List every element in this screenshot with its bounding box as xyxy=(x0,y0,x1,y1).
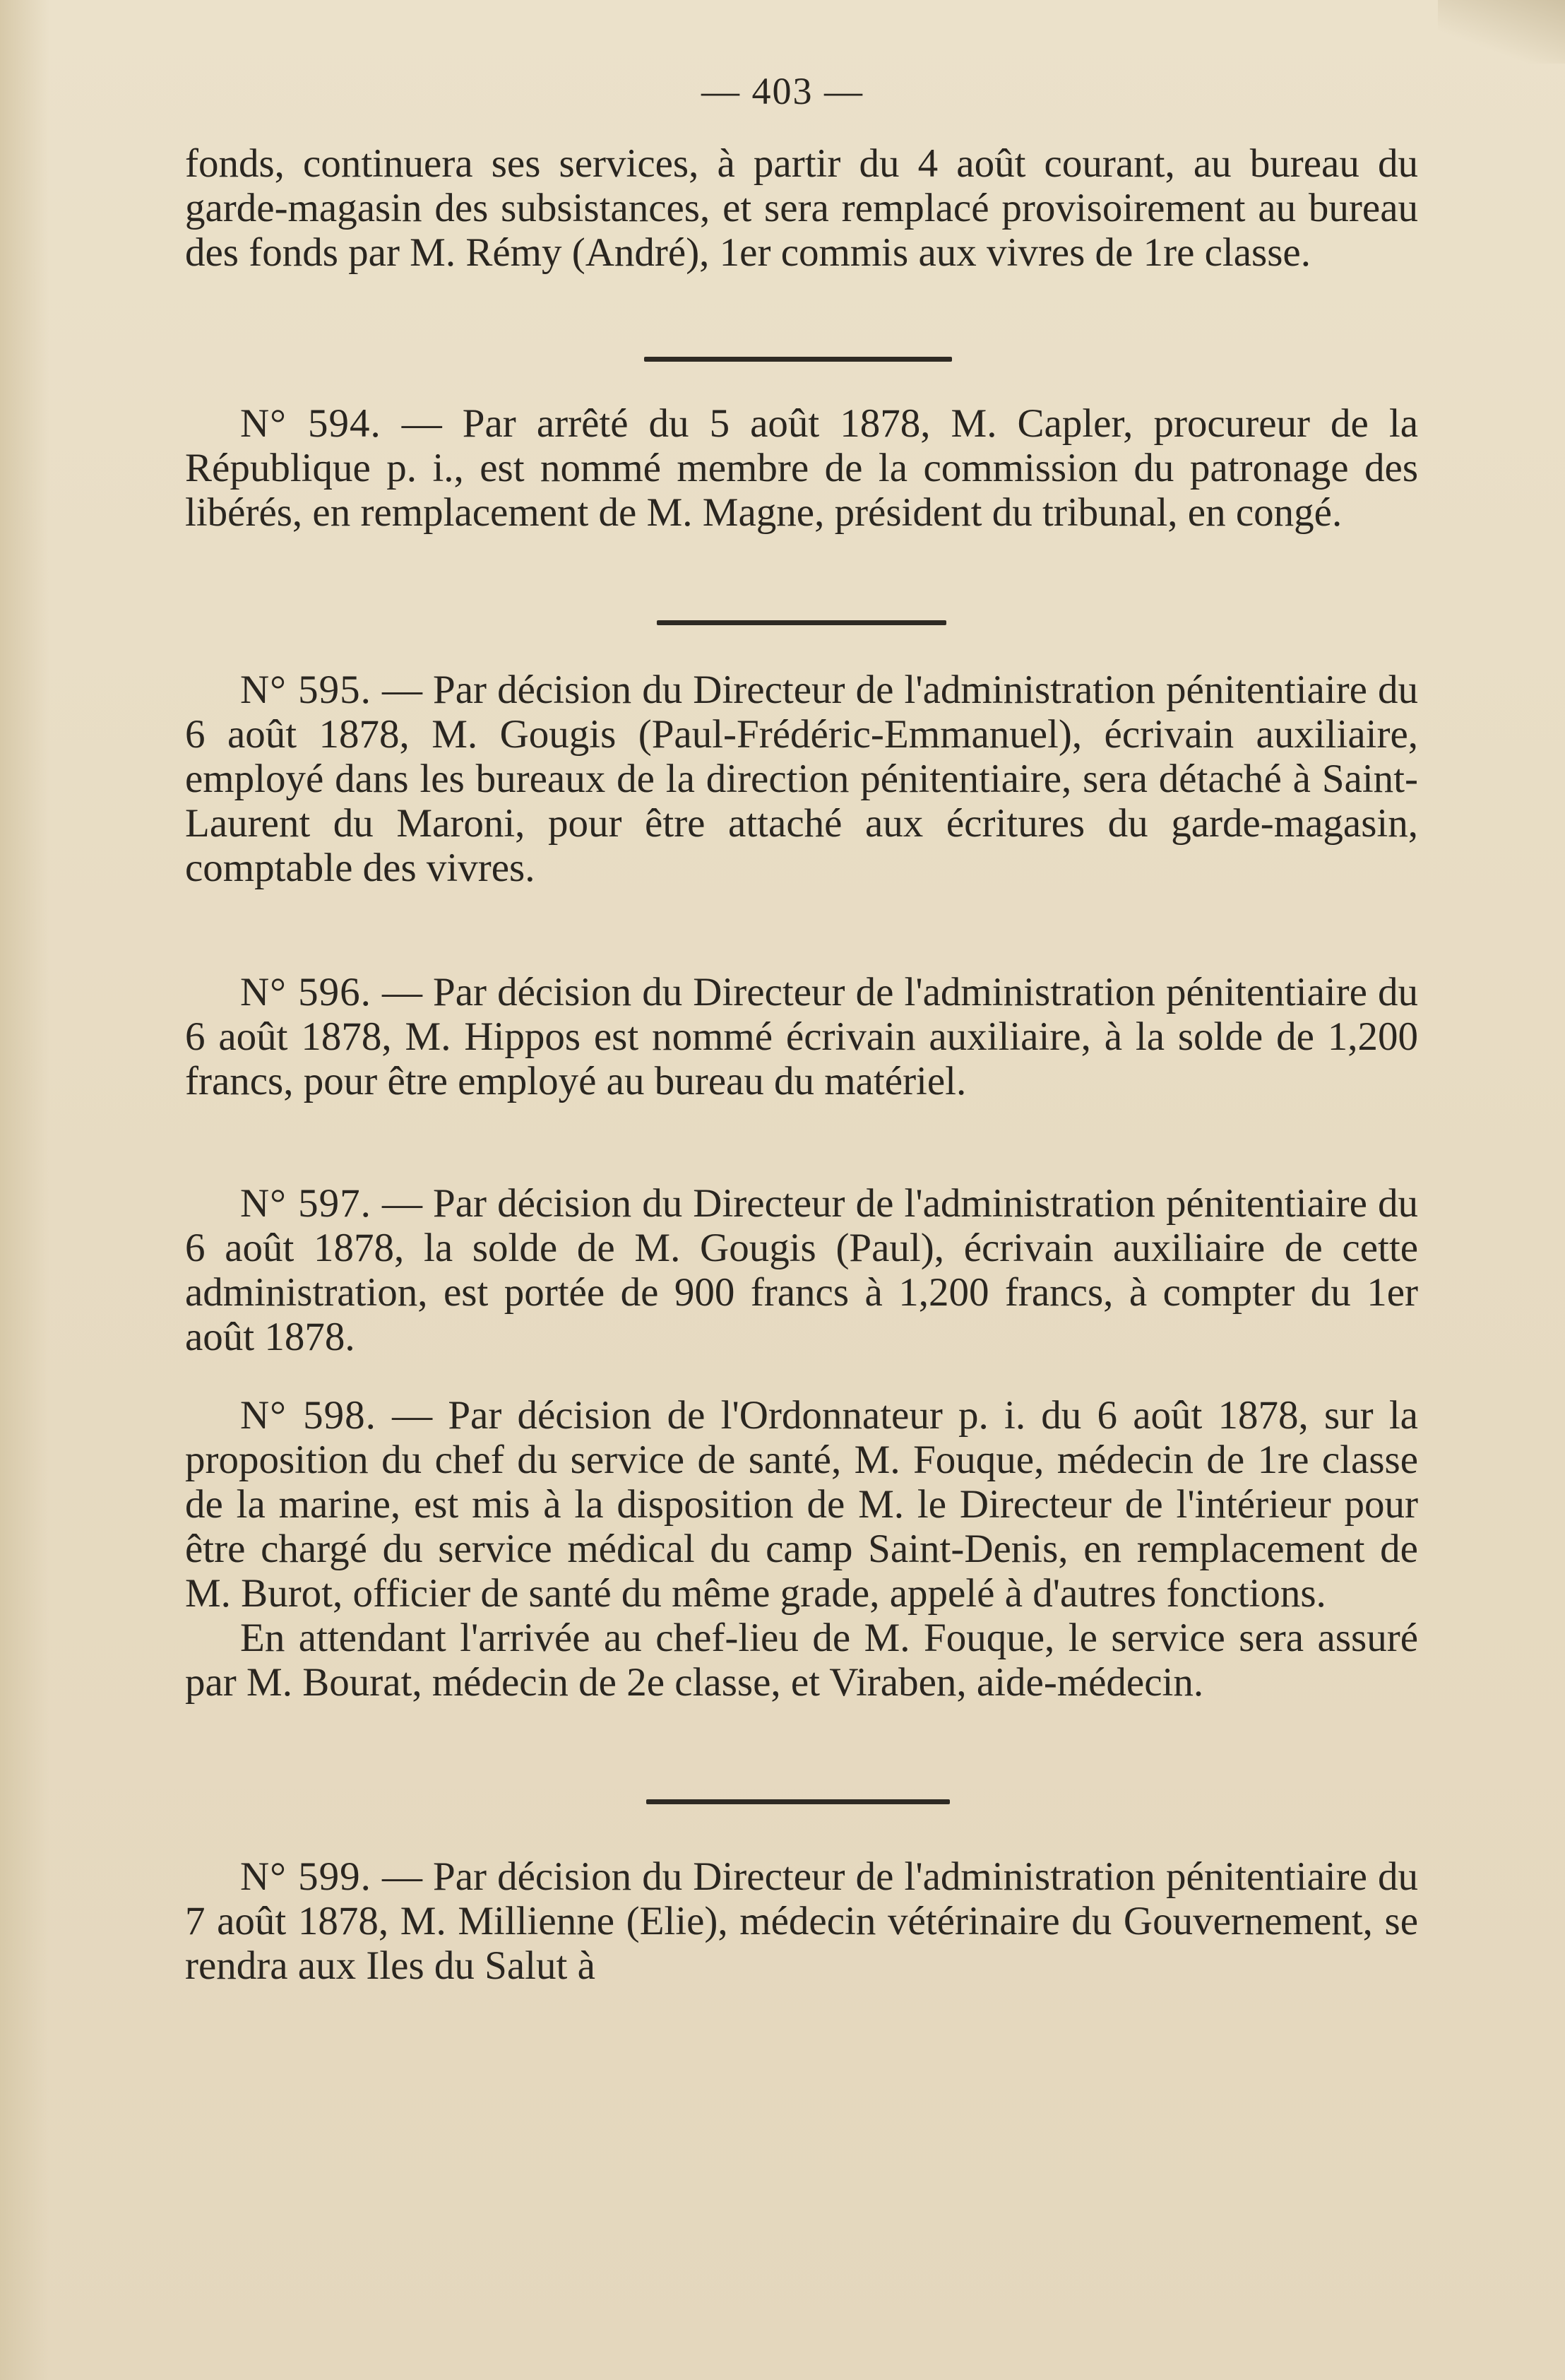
entry-598-continuation: En attendant l'arrivée au chef-lieu de M. Fouque, le service sera assuré par M. Bourat, médecin de 2e classe, et Viraben, aide-médecin. xyxy=(185,1616,1418,1705)
entry-599-paragraph xyxy=(185,1854,1418,1988)
section-divider xyxy=(646,1799,950,1804)
entry-number: N° 599. xyxy=(240,1854,371,1899)
entry-598 xyxy=(185,1393,1418,1705)
section-divider xyxy=(644,357,952,362)
entry-text: — Par décision du Directeur de l'administration pénitentiaire du 6 août 1878, M. Hippos est nommé écrivain auxiliaire, à la solde de 1,200 francs, pour être employé au bureau du matériel. xyxy=(185,970,1418,1103)
entry-594 xyxy=(185,401,1418,535)
intro-paragraph xyxy=(185,141,1418,275)
entry-595 xyxy=(185,668,1418,890)
page-number: — 403 — xyxy=(701,70,864,112)
page-corner-shadow xyxy=(1438,0,1565,64)
intro-text: fonds, continuera ses services, à partir du 4 août courant, au bureau du garde-magasin des subsistances, et sera remplacé provisoirement au bureau des fonds par M. Rémy (André), 1er commis aux vivres de 1re classe. xyxy=(185,141,1418,275)
entry-599 xyxy=(185,1854,1418,1988)
section-divider xyxy=(657,620,946,625)
entry-597-paragraph xyxy=(185,1181,1418,1359)
entry-597 xyxy=(185,1181,1418,1359)
entry-number: N° 598. xyxy=(240,1393,376,1438)
entry-number: N° 596. xyxy=(240,970,371,1014)
entry-594-paragraph xyxy=(185,401,1418,535)
entry-text: — Par décision du Directeur de l'administration pénitentiaire du 7 août 1878, M. Millienne (Elie), médecin vétérinaire du Gouvernement, se rendra aux Iles du Salut à xyxy=(185,1854,1418,1988)
entry-number: N° 597. xyxy=(240,1181,371,1226)
entry-595-paragraph xyxy=(185,668,1418,890)
page-edge-shadow xyxy=(0,0,49,2380)
entry-text: — Par arrêté du 5 août 1878, M. Capler, procureur de la République p. i., est nommé membre de la commission du patronage des libérés, en remplacement de M. Magne, président du tribunal, en congé. xyxy=(185,401,1418,535)
entry-596-paragraph xyxy=(185,970,1418,1103)
entry-598-paragraph xyxy=(185,1393,1418,1616)
entry-number: N° 594. xyxy=(240,401,381,446)
entry-number: N° 595. xyxy=(240,668,371,712)
entry-596 xyxy=(185,970,1418,1103)
entry-text: — Par décision du Directeur de l'administration pénitentiaire du 6 août 1878, M. Gougis (Paul-Frédéric-Emmanuel), écrivain auxiliaire, employé dans les bureaux de la direction pénitentiaire, sera détaché à Saint-Laurent du Maroni, pour être attaché aux écritures du garde-magasin, comptable des vivres. xyxy=(185,668,1418,890)
entry-text: — Par décision du Directeur de l'administration pénitentiaire du 6 août 1878, la solde de M. Gougis (Paul), écrivain auxiliaire de cette administration, est portée de 900 francs à 1,200 francs, à compter du 1er août 1878. xyxy=(185,1181,1418,1359)
entry-text: — Par décision de l'Ordonnateur p. i. du 6 août 1878, sur la proposition du chef du service de santé, M. Fouque, médecin de 1re classe de la marine, est mis à la disposition de M. le Directeur de l'intérieur pour être chargé du service médical du camp Saint-Denis, en remplacement de M. Burot, officier de santé du même grade, appelé à d'autres fonctions. xyxy=(185,1393,1418,1616)
